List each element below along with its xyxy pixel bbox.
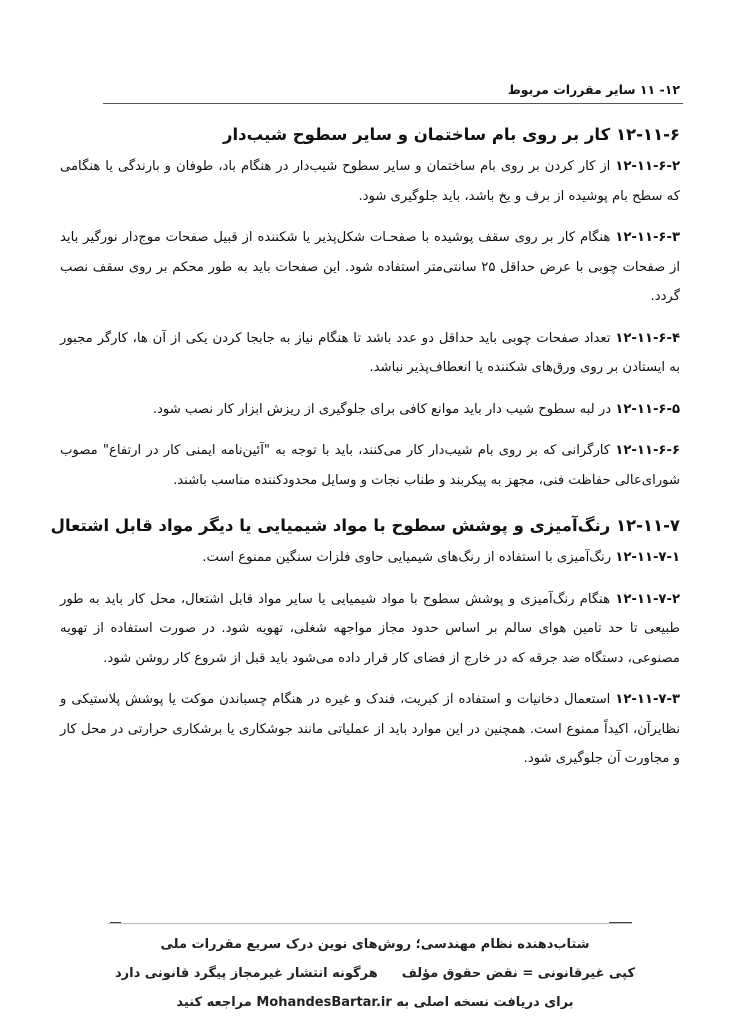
clause-number: ۱۲-۱۱-۶-۵ — [615, 401, 680, 417]
clause-paragraph — [60, 395, 680, 425]
clause-text: هنگام رنگ‌آمیزی و پوشش سطوح با مواد شیمیایی یا سایر مواد قابل اشتعال، محل کار باید به طور طبیعی تا حد تامین هوای سالم بر اساس حدود مجاز مواجهه شغلی، تهویه شود. در صورت استفاده از تهویه مصنوعی، دستگاه ضد جرقه که در خارج از فضای کار قرار داده می‌شود باید قبل از شروع کار روشن شود. — [60, 591, 680, 666]
footer-line-3 — [80, 988, 670, 1017]
clause-text: در لبه سطوح شیب دار باید موانع کافی برای جلوگیری از ریزش ابزار کار نصب شود. — [152, 401, 616, 417]
clause-paragraph — [60, 436, 680, 495]
footer-divider-end-right — [609, 922, 632, 923]
section-7 — [50, 513, 680, 774]
header-divider — [103, 103, 683, 104]
clause-paragraph — [60, 585, 680, 674]
clause-number: ۱۲-۱۱-۷-۲ — [615, 591, 680, 607]
clause-number: ۱۲-۱۱-۶-۳ — [615, 230, 680, 245]
footer-line-2 — [80, 959, 670, 988]
clause-text: تعداد صفحات چوبی باید حداقل دو عدد باشد تا هنگام نیاز به جابجا کردن یکی از آن ها، کارگر مجبور به ایستادن بر روی ورق‌های شکننده یا انعطاف‌پذیر نباشد. — [60, 330, 680, 375]
clause-paragraph — [60, 223, 680, 312]
clause-number: ۱۲-۱۱-۷-۳ — [615, 692, 680, 707]
footer-line-1: شتاب‌دهنده نظام مهندسی؛ روش‌های نوین درک سریع مقررات ملی — [160, 937, 590, 952]
section-heading: ۱۲-۱۱-۶ کار بر روی بام ساختمان و سایر سطوح شیب‌دار — [223, 125, 680, 144]
clause-paragraph — [60, 685, 680, 774]
clause-text: کارگرانی که بر روی بام شیب‌دار کار می‌کنند، باید با توجه به "آئین‌نامه ایمنی کار در ارتفاع" مصوب شورای‌عالی حفاظت فنی، مجهز به پیکربند و طناب نجات و وسایل محدودکننده مناسب باشند. — [60, 443, 680, 488]
footer-source-suffix: مراجعه کنید — [176, 995, 257, 1010]
footer-source-prefix: برای دریافت نسخه اصلی به — [391, 995, 574, 1010]
clause-number: ۱۲-۱۱-۶-۲ — [615, 159, 680, 174]
clause-number: ۱۲-۱۱-۶-۶ — [615, 443, 680, 458]
footer-legal-note: هرگونه انتشار غیرمجاز پیگرد قانونی دارد — [114, 966, 378, 981]
footer-divider-end-left — [110, 922, 121, 923]
running-header: ۱۲- ۱۱ سایر مقررات مربوط — [507, 82, 680, 97]
clause-number: ۱۲-۱۱-۷-۱ — [615, 550, 680, 565]
clause-text: رنگ‌آمیزی با استفاده از رنگ‌های شیمیایی حاوی فلزات سنگین ممنوع است. — [202, 550, 616, 565]
clause-paragraph — [60, 324, 680, 383]
footer-watermark — [80, 930, 670, 1017]
footer-divider — [108, 923, 632, 924]
clause-text: استعمال دخانیات و استفاده از کبریت، فندک و غیره در هنگام چسباندن موکت یا پوشش پلاستیکی و نظایرآن، اکیداً ممنوع است. همچنین در این موارد باید از عملیاتی مانند جوشکاری یا برشکاری حرارتی در محل کار و مجاورت آن جلوگیری شود. — [60, 692, 680, 766]
footer-copyright-note: کپی غیرقانونی = نقض حقوق مؤلف — [401, 966, 636, 981]
section-heading: ۱۲-۱۱-۷ رنگ‌آمیزی و پوشش سطوح با مواد شیمیایی یا دیگر مواد قابل اشتعال — [50, 516, 680, 535]
section-6 — [60, 122, 680, 495]
clause-paragraph — [60, 152, 680, 211]
clause-paragraph — [60, 543, 680, 573]
clause-number: ۱۲-۱۱-۶-۴ — [615, 330, 680, 346]
page-body — [50, 122, 680, 786]
clause-text: هنگام کار بر روی سقف پوشیده با صفحـات شکل‌پذیر یا شکننده از قبیل صفحات موج‌دار نورگیر باید از صفحات چوبی با عرض حداقل ۲۵ سانتی‌متر استفاده شود. این صفحات باید به طور محکم بر روی سقف نصب گردد. — [60, 230, 680, 304]
clause-text: از کار کردن بر روی بام ساختمان و سایر سطوح شیب‌دار در هنگام باد، طوفان و بارندگی یا هنگامی که سطح بام پوشیده از برف و یخ باشد، باید جلوگیری شود. — [60, 159, 680, 204]
footer-website-link[interactable]: MohandesBartar.ir — [256, 995, 392, 1010]
